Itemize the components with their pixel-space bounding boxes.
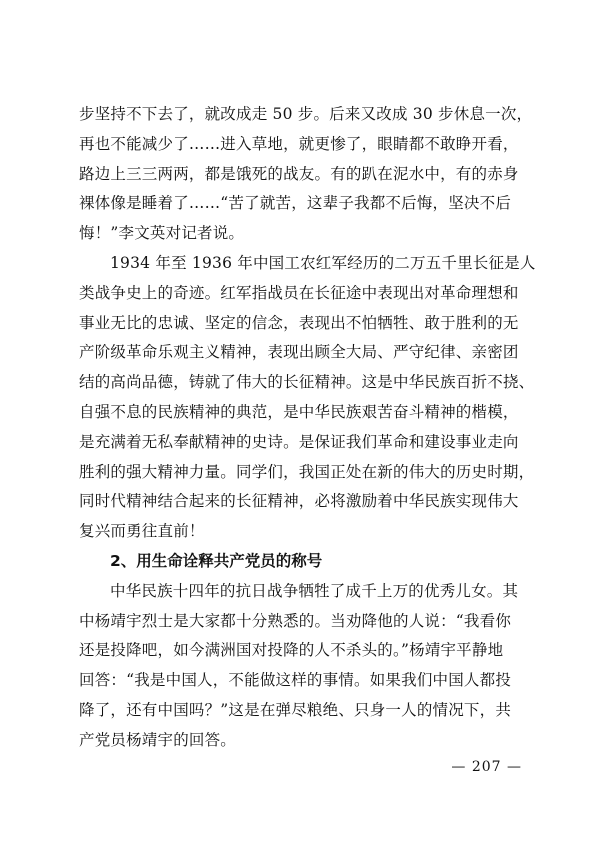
- text-line: 同时代精神结合起来的长征精神，必将激励着中华民族实现伟大: [79, 492, 519, 511]
- text-line: 降了，还有中国吗？”这是在弹尽粮绝、只身一人的情况下，共: [79, 700, 512, 719]
- text-line: 产阶级革命乐观主义精神，表现出顾全大局、严守纪律、亲密团: [79, 343, 519, 362]
- text-line: 回答：“我是中国人，不能做这样的事情。如果我们中国人都投: [79, 671, 512, 690]
- page-body: [79, 100, 536, 756]
- text-line: 胜利的强大精神力量。同学们，我国正处在新的伟大的历史时期，: [79, 462, 535, 481]
- text-line: 事业无比的忠诚、坚定的信念，表现出不怕牺牲、敢于胜利的无: [79, 313, 519, 332]
- text-line: 产党员杨靖宇的回答。: [79, 730, 237, 749]
- text-line: 复兴而勇往直前！: [79, 522, 205, 541]
- paragraph-continuation: [79, 100, 533, 249]
- page-number: — 207 —: [451, 759, 522, 775]
- text-line: 悔！”李文英对记者说。: [79, 224, 245, 243]
- text-line: 路边上三三两两，都是饿死的战友。有的趴在泥水中，有的赤身: [79, 164, 519, 183]
- text-line: 再也不能减少了……进入草地，就更惨了，眼睛都不敢睁开看，: [79, 134, 519, 153]
- text-line: 自强不息的民族精神的典范，是中华民族艰苦奋斗精神的楷模，: [79, 402, 519, 421]
- paragraph-long-march: [79, 249, 536, 547]
- text-line: 中华民族十四年的抗日战争牺牲了成千上万的优秀儿女。其: [110, 581, 519, 600]
- text-line: 中杨靖宇烈士是大家都十分熟悉的。当劝降他的人说：“我看你: [79, 611, 512, 630]
- text-line: 裸体像是睡着了……“苦了就苦，这辈子我都不后悔，坚决不后: [79, 194, 512, 213]
- text-line: 结的高尚品德，铸就了伟大的长征精神。这是中华民族百折不挠、: [79, 373, 535, 392]
- text-line: 1934 年至 1936 年中国工农红军经历的二万五千里长征是人: [110, 253, 536, 272]
- text-line: 步坚持不下去了，就改成走 50 步。后来又改成 30 步休息一次，: [79, 105, 533, 123]
- paragraph-yang-jingyu: [79, 577, 524, 756]
- text-line: 还是投降吧，如今满洲国对投降的人不杀头的。”杨靖宇平静地: [79, 641, 504, 660]
- text-line: 是充满着无私奉献精神的史诗。是保证我们革命和建设事业走向: [79, 432, 519, 451]
- section-heading: 2、用生命诠释共产党员的称号: [110, 551, 323, 570]
- text-line: 类战争史上的奇迹。红军指战员在长征途中表现出对革命理想和: [79, 283, 519, 302]
